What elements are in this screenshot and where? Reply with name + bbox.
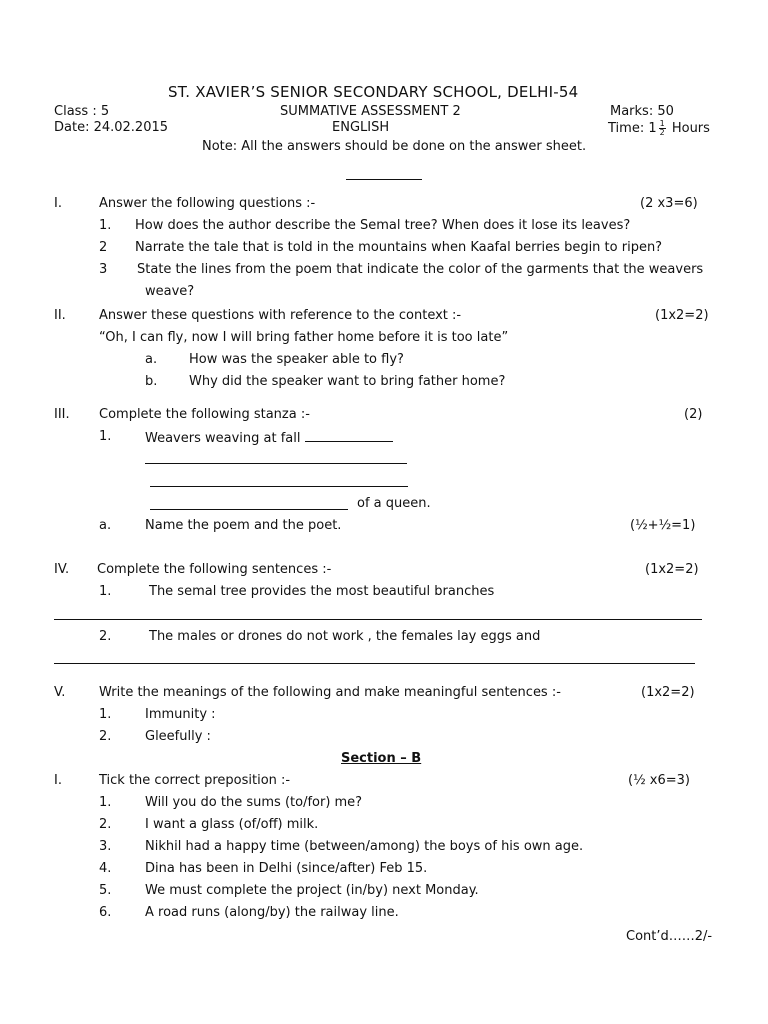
secb-q4-text: Dina has been in Delhi (since/after) Feb 15. [145,861,428,876]
stanza-blank-2 [145,463,407,464]
secb-q2-text: I want a glass (of/off) milk. [145,817,319,832]
sec5-marks: (1x2=2) [641,685,695,700]
sec4-s1-text: The semal tree provides the most beautiful branches [149,584,495,599]
sec4-answer-line-2 [54,663,695,664]
sec4-marks: (1x2=2) [645,562,699,577]
sec5-w2-text: Gleefully : [145,729,211,744]
sec2-marks: (1x2=2) [655,308,709,323]
marks-label: Marks: 50 [610,104,674,119]
sec3-number: III. [54,407,70,422]
stanza-blank-4 [150,509,348,510]
secb-q3-number: 3. [99,839,112,854]
sec1-q1-number: 1. [99,218,112,233]
sec5-w1-number: 1. [99,707,112,722]
secb-q6-text: A road runs (along/by) the railway line. [145,905,399,920]
sec3-marks: (2) [684,407,703,422]
secb-heading: Tick the correct preposition :- [99,773,291,788]
secb-q1-text: Will you do the sums (to/for) me? [145,795,363,810]
sec1-q2-text: Narrate the tale that is told in the mountains when Kaafal berries begin to ripen? [135,240,663,255]
sec3-a-number: a. [99,518,112,533]
secb-q4-number: 4. [99,861,112,876]
continued-note: Cont’d……2/- [626,929,713,944]
sec3-a-marks: (½+½=1) [630,518,696,533]
stanza-blank-3 [150,486,408,487]
school-title: ST. XAVIER’S SENIOR SECONDARY SCHOOL, DELHI-54 [168,83,579,101]
time-suffix: Hours [671,121,710,136]
time-label [608,120,710,137]
sec2-qb-text: Why did the speaker want to bring father home? [189,374,506,389]
sec2-quote: “Oh, I can fly, now I will bring father home before it is too late” [99,330,509,345]
secb-q2-number: 2. [99,817,112,832]
stanza-queen-text: of a queen. [357,496,431,511]
sec4-s1-number: 1. [99,584,112,599]
sec1-number: I. [54,196,62,211]
sec1-q3-number: 3 [99,262,108,277]
date-label: Date: 24.02.2015 [54,120,169,135]
sec2-qa-number: a. [145,352,158,367]
sec2-qa-text: How was the speaker able to fly? [189,352,404,367]
secb-q5-text: We must complete the project (in/by) next Monday. [145,883,479,898]
subject-label: ENGLISH [332,120,390,135]
sec5-heading: Write the meanings of the following and make meaningful sentences :- [99,685,561,700]
sec3-line1-text: Weavers weaving at fall [145,429,393,447]
sec1-heading: Answer the following questions :- [99,196,316,211]
sec1-q2-number: 2 [99,240,108,255]
sec3-heading: Complete the following stanza :- [99,407,310,422]
time-prefix: Time: 1 [608,121,657,136]
secb-number: I. [54,773,62,788]
assessment-label: SUMMATIVE ASSESSMENT 2 [280,104,461,119]
sec1-marks: (2 x3=6) [640,196,698,211]
sec4-answer-line-1 [54,619,702,620]
secb-q1-number: 1. [99,795,112,810]
sec2-number: II. [54,308,66,323]
time-fraction: $\frac{1}{2}$ [659,119,665,137]
sec3-line1-number: 1. [99,429,112,444]
sec2-heading: Answer these questions with reference to the context :- [99,308,462,323]
sec2-qb-number: b. [145,374,158,389]
note-text: Note: All the answers should be done on the answer sheet. [202,139,587,154]
sec1-q3-text: State the lines from the poem that indicate the color of the garments that the weavers [137,262,704,277]
sec4-s2-number: 2. [99,629,112,644]
sec4-number: IV. [54,562,70,577]
sec1-q1-text: How does the author describe the Semal tree? When does it lose its leaves? [135,218,631,233]
sec4-s2-text: The males or drones do not work , the females lay eggs and [149,629,541,644]
class-label: Class : 5 [54,104,110,119]
secb-marks: (½ x6=3) [628,773,691,788]
stanza-blank-1 [305,429,393,442]
sec4-heading: Complete the following sentences :- [97,562,332,577]
secb-q5-number: 5. [99,883,112,898]
sec1-q3-continuation: weave? [145,284,195,299]
secb-q3-text: Nikhil had a happy time (between/among) the boys of his own age. [145,839,584,854]
section-b-title: Section – B [341,751,422,766]
sec3-a-text: Name the poem and the poet. [145,518,342,533]
header-divider [346,179,422,180]
sec5-w2-number: 2. [99,729,112,744]
secb-q6-number: 6. [99,905,112,920]
sec5-w1-text: Immunity : [145,707,216,722]
sec5-number: V. [54,685,66,700]
